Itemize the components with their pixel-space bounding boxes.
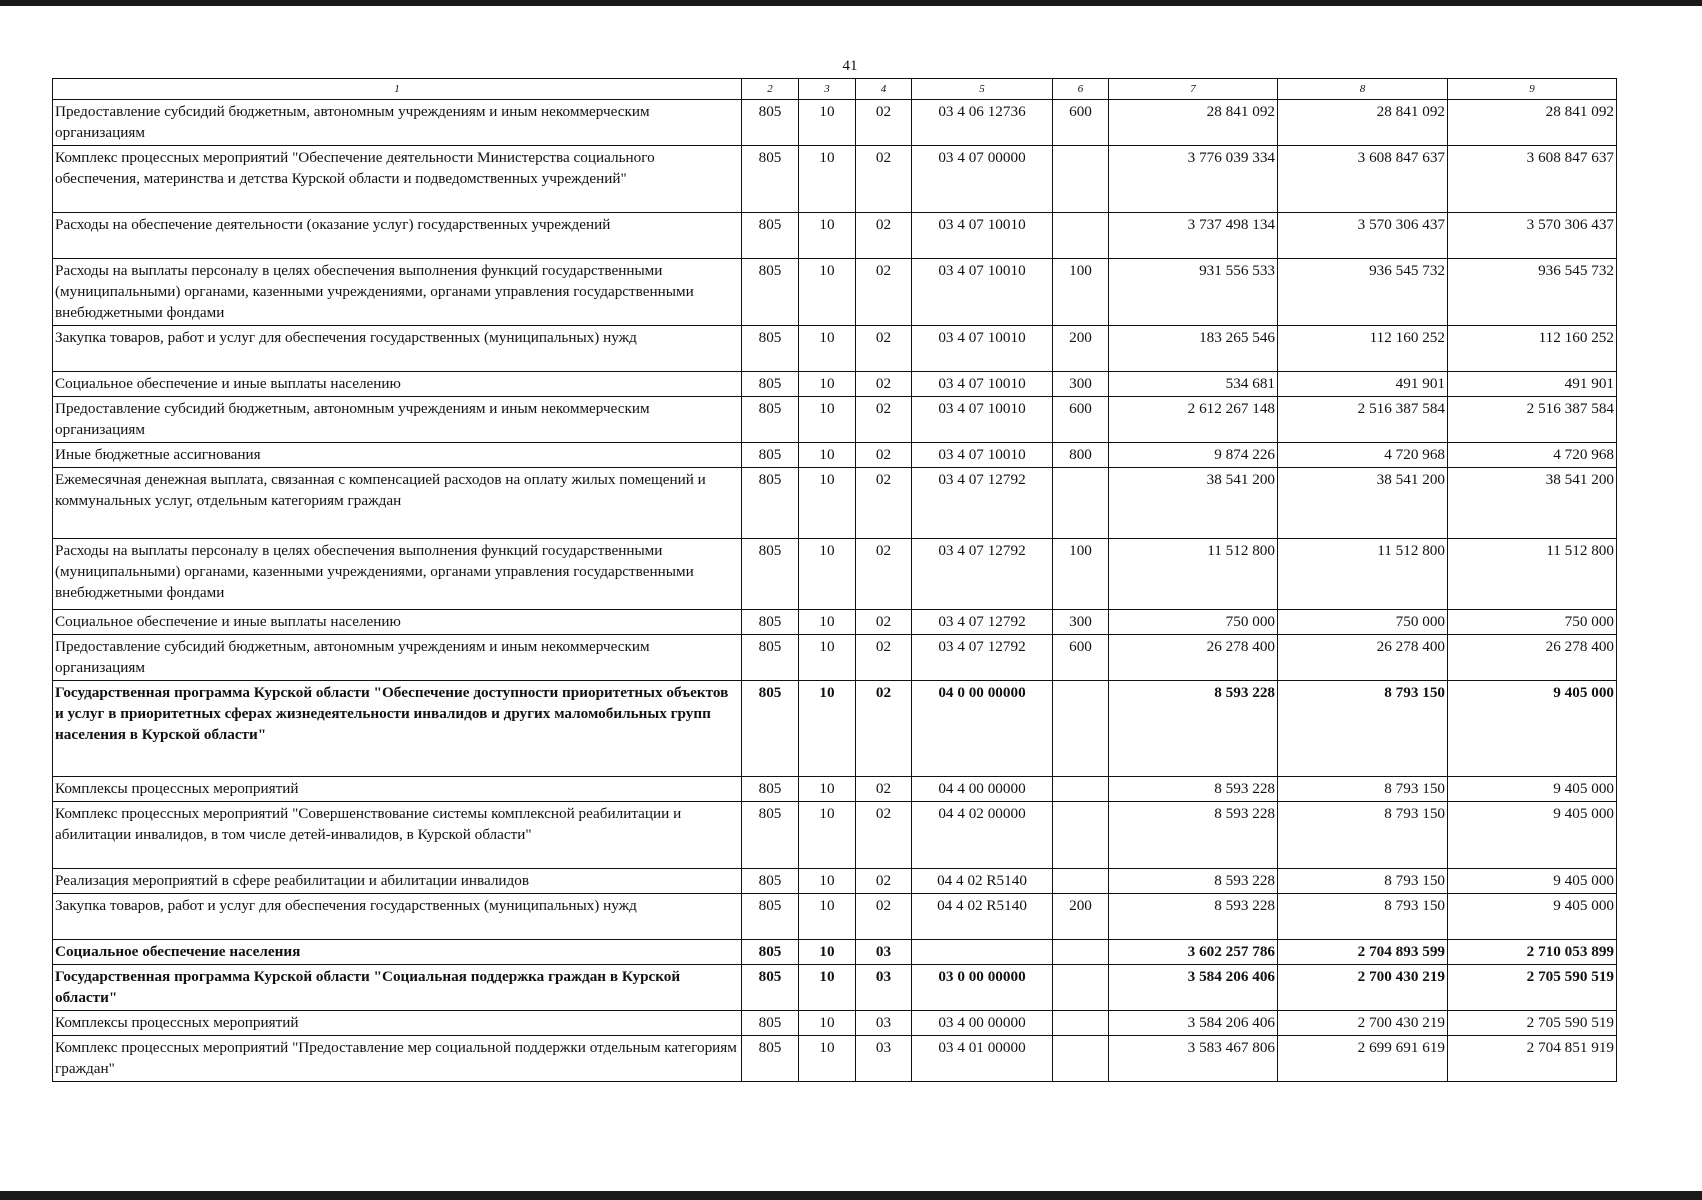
section-code-cell: 10 [799,940,856,965]
table-row [53,940,1617,965]
section-code-cell: 10 [799,1036,856,1082]
subsection-code-cell: 02 [856,372,912,397]
target-article-code-cell: 03 4 07 10010 [912,443,1053,468]
section-code-cell: 10 [799,610,856,635]
amount-year-2-cell: 28 841 092 [1278,100,1448,146]
target-article-code-cell: 04 4 02 R5140 [912,869,1053,894]
column-header: 4 [856,79,912,100]
department-code-cell: 805 [742,869,799,894]
target-article-code-cell: 03 4 06 12736 [912,100,1053,146]
row-name-cell: Иные бюджетные ассигнования [53,443,742,468]
table-row [53,894,1617,940]
column-header: 2 [742,79,799,100]
amount-year-3-cell: 4 720 968 [1448,443,1617,468]
column-header: 5 [912,79,1053,100]
subsection-code-cell: 02 [856,894,912,940]
target-article-code-cell: 03 4 07 10010 [912,397,1053,443]
department-code-cell: 805 [742,610,799,635]
amount-year-3-cell: 26 278 400 [1448,635,1617,681]
amount-year-2-cell: 38 541 200 [1278,468,1448,539]
target-article-code-cell: 03 4 07 10010 [912,372,1053,397]
section-code-cell: 10 [799,443,856,468]
table-row [53,100,1617,146]
amount-year-3-cell: 3 570 306 437 [1448,213,1617,259]
department-code-cell: 805 [742,635,799,681]
column-header: 1 [53,79,742,100]
row-name-cell: Социальное обеспечение и иные выплаты населению [53,372,742,397]
budget-table-sheet [52,78,1616,1082]
amount-year-1-cell: 28 841 092 [1109,100,1278,146]
scan-bottom-edge [0,1191,1702,1200]
department-code-cell: 805 [742,372,799,397]
department-code-cell: 805 [742,259,799,326]
amount-year-2-cell: 11 512 800 [1278,539,1448,610]
subsection-code-cell: 02 [856,326,912,372]
amount-year-3-cell: 936 545 732 [1448,259,1617,326]
expense-type-code-cell [1053,869,1109,894]
subsection-code-cell: 02 [856,681,912,777]
amount-year-1-cell: 183 265 546 [1109,326,1278,372]
target-article-code-cell [912,940,1053,965]
table-row [53,259,1617,326]
section-code-cell: 10 [799,1011,856,1036]
section-code-cell: 10 [799,635,856,681]
amount-year-3-cell: 3 608 847 637 [1448,146,1617,213]
expense-type-code-cell [1053,1036,1109,1082]
row-name-cell: Комплекс процессных мероприятий "Совершенствование системы комплексной реабилитации и абилитации инвалидов, в том числе детей-инвалидов, в Курской области" [53,802,742,869]
amount-year-3-cell: 9 405 000 [1448,802,1617,869]
amount-year-3-cell: 2 705 590 519 [1448,965,1617,1011]
table-row [53,539,1617,610]
department-code-cell: 805 [742,965,799,1011]
target-article-code-cell: 03 4 00 00000 [912,1011,1053,1036]
column-number-header-row [53,79,1617,100]
amount-year-1-cell: 931 556 533 [1109,259,1278,326]
row-name-cell: Расходы на обеспечение деятельности (оказание услуг) государственных учреждений [53,213,742,259]
department-code-cell: 805 [742,802,799,869]
subsection-code-cell: 02 [856,146,912,213]
expense-type-code-cell [1053,965,1109,1011]
row-name-cell: Расходы на выплаты персоналу в целях обеспечения выполнения функций государственными (муниципальными) органами, казенными учреждениями, органами управления государственными внебюджетными фондами [53,259,742,326]
row-name-cell: Предоставление субсидий бюджетным, автономным учреждениям и иным некоммерческим организациям [53,635,742,681]
amount-year-2-cell: 2 699 691 619 [1278,1036,1448,1082]
row-name-cell: Закупка товаров, работ и услуг для обеспечения государственных (муниципальных) нужд [53,326,742,372]
table-row [53,372,1617,397]
amount-year-1-cell: 8 593 228 [1109,869,1278,894]
target-article-code-cell: 03 4 07 00000 [912,146,1053,213]
section-code-cell: 10 [799,259,856,326]
amount-year-2-cell: 26 278 400 [1278,635,1448,681]
section-code-cell: 10 [799,777,856,802]
target-article-code-cell: 03 4 07 12792 [912,539,1053,610]
target-article-code-cell: 04 4 02 00000 [912,802,1053,869]
section-code-cell: 10 [799,869,856,894]
amount-year-3-cell: 112 160 252 [1448,326,1617,372]
table-row [53,635,1617,681]
amount-year-1-cell: 26 278 400 [1109,635,1278,681]
target-article-code-cell: 04 4 00 00000 [912,777,1053,802]
row-name-cell: Социальное обеспечение населения [53,940,742,965]
target-article-code-cell: 03 4 07 12792 [912,635,1053,681]
department-code-cell: 805 [742,100,799,146]
amount-year-2-cell: 8 793 150 [1278,777,1448,802]
amount-year-2-cell: 2 704 893 599 [1278,940,1448,965]
amount-year-2-cell: 3 570 306 437 [1278,213,1448,259]
department-code-cell: 805 [742,1036,799,1082]
amount-year-3-cell: 11 512 800 [1448,539,1617,610]
column-header: 6 [1053,79,1109,100]
amount-year-3-cell: 2 704 851 919 [1448,1036,1617,1082]
table-row [53,802,1617,869]
section-code-cell: 10 [799,468,856,539]
subsection-code-cell: 02 [856,802,912,869]
row-name-cell: Предоставление субсидий бюджетным, автономным учреждениям и иным некоммерческим организациям [53,100,742,146]
row-name-cell: Реализация мероприятий в сфере реабилитации и абилитации инвалидов [53,869,742,894]
column-header: 8 [1278,79,1448,100]
amount-year-1-cell: 2 612 267 148 [1109,397,1278,443]
section-code-cell: 10 [799,894,856,940]
department-code-cell: 805 [742,146,799,213]
subsection-code-cell: 03 [856,940,912,965]
table-row [53,869,1617,894]
target-article-code-cell: 03 4 07 10010 [912,213,1053,259]
section-code-cell: 10 [799,100,856,146]
amount-year-1-cell: 38 541 200 [1109,468,1278,539]
amount-year-2-cell: 2 700 430 219 [1278,965,1448,1011]
amount-year-1-cell: 3 584 206 406 [1109,1011,1278,1036]
target-article-code-cell: 04 4 02 R5140 [912,894,1053,940]
subsection-code-cell: 02 [856,610,912,635]
amount-year-3-cell: 2 710 053 899 [1448,940,1617,965]
amount-year-2-cell: 8 793 150 [1278,894,1448,940]
amount-year-1-cell: 3 776 039 334 [1109,146,1278,213]
subsection-code-cell: 03 [856,1036,912,1082]
section-code-cell: 10 [799,326,856,372]
expense-type-code-cell [1053,681,1109,777]
row-name-cell: Государственная программа Курской области "Обеспечение доступности приоритетных объектов и услуг в приоритетных сферах жизнедеятельности инвалидов и других маломобильных групп населения в Курской области" [53,681,742,777]
expense-type-code-cell [1053,213,1109,259]
expense-type-code-cell [1053,146,1109,213]
amount-year-2-cell: 750 000 [1278,610,1448,635]
expense-type-code-cell: 600 [1053,635,1109,681]
row-name-cell: Комплексы процессных мероприятий [53,1011,742,1036]
amount-year-3-cell: 9 405 000 [1448,681,1617,777]
amount-year-3-cell: 750 000 [1448,610,1617,635]
amount-year-2-cell: 3 608 847 637 [1278,146,1448,213]
expense-type-code-cell [1053,1011,1109,1036]
section-code-cell: 10 [799,965,856,1011]
row-name-cell: Комплекс процессных мероприятий "Обеспечение деятельности Министерства социального обеспечения, материнства и детства Курской области и подведомственных учреждений" [53,146,742,213]
department-code-cell: 805 [742,1011,799,1036]
amount-year-1-cell: 8 593 228 [1109,777,1278,802]
row-name-cell: Расходы на выплаты персоналу в целях обеспечения выполнения функций государственными (муниципальными) органами, казенными учреждениями, органами управления государственными внебюджетными фондами [53,539,742,610]
department-code-cell: 805 [742,397,799,443]
budget-table-body [53,79,1617,1082]
target-article-code-cell: 03 4 07 12792 [912,468,1053,539]
expense-type-code-cell: 100 [1053,259,1109,326]
target-article-code-cell: 04 0 00 00000 [912,681,1053,777]
expense-type-code-cell: 600 [1053,397,1109,443]
amount-year-3-cell: 9 405 000 [1448,777,1617,802]
scan-top-edge [0,0,1702,6]
section-code-cell: 10 [799,397,856,443]
row-name-cell: Предоставление субсидий бюджетным, автономным учреждениям и иным некоммерческим организациям [53,397,742,443]
table-row [53,1036,1617,1082]
column-header: 9 [1448,79,1617,100]
table-row [53,443,1617,468]
amount-year-2-cell: 8 793 150 [1278,869,1448,894]
amount-year-2-cell: 112 160 252 [1278,326,1448,372]
row-name-cell: Закупка товаров, работ и услуг для обеспечения государственных (муниципальных) нужд [53,894,742,940]
table-row [53,213,1617,259]
amount-year-1-cell: 3 602 257 786 [1109,940,1278,965]
subsection-code-cell: 02 [856,100,912,146]
section-code-cell: 10 [799,802,856,869]
amount-year-3-cell: 28 841 092 [1448,100,1617,146]
amount-year-2-cell: 2 700 430 219 [1278,1011,1448,1036]
amount-year-1-cell: 8 593 228 [1109,802,1278,869]
amount-year-3-cell: 9 405 000 [1448,894,1617,940]
subsection-code-cell: 02 [856,443,912,468]
amount-year-3-cell: 38 541 200 [1448,468,1617,539]
expense-type-code-cell: 200 [1053,326,1109,372]
expense-type-code-cell [1053,777,1109,802]
expense-type-code-cell [1053,468,1109,539]
row-name-cell: Ежемесячная денежная выплата, связанная с компенсацией расходов на оплату жилых помещений и коммунальных услуг, отдельным категориям граждан [53,468,742,539]
section-code-cell: 10 [799,213,856,259]
table-row [53,397,1617,443]
budget-table [52,78,1617,1082]
expense-type-code-cell [1053,802,1109,869]
amount-year-1-cell: 3 737 498 134 [1109,213,1278,259]
row-name-cell: Комплексы процессных мероприятий [53,777,742,802]
subsection-code-cell: 02 [856,397,912,443]
amount-year-3-cell: 491 901 [1448,372,1617,397]
table-row [53,777,1617,802]
row-name-cell: Социальное обеспечение и иные выплаты населению [53,610,742,635]
expense-type-code-cell: 200 [1053,894,1109,940]
page-number: 41 [842,58,858,74]
department-code-cell: 805 [742,940,799,965]
subsection-code-cell: 02 [856,259,912,326]
amount-year-3-cell: 9 405 000 [1448,869,1617,894]
target-article-code-cell: 03 0 00 00000 [912,965,1053,1011]
amount-year-1-cell: 9 874 226 [1109,443,1278,468]
subsection-code-cell: 03 [856,965,912,1011]
expense-type-code-cell: 800 [1053,443,1109,468]
table-row [53,468,1617,539]
department-code-cell: 805 [742,213,799,259]
table-row [53,610,1617,635]
department-code-cell: 805 [742,777,799,802]
amount-year-1-cell: 11 512 800 [1109,539,1278,610]
expense-type-code-cell: 100 [1053,539,1109,610]
section-code-cell: 10 [799,681,856,777]
row-name-cell: Комплекс процессных мероприятий "Предоставление мер социальной поддержки отдельным категориям граждан" [53,1036,742,1082]
table-row [53,326,1617,372]
subsection-code-cell: 02 [856,869,912,894]
amount-year-2-cell: 491 901 [1278,372,1448,397]
amount-year-1-cell: 750 000 [1109,610,1278,635]
department-code-cell: 805 [742,539,799,610]
amount-year-1-cell: 3 584 206 406 [1109,965,1278,1011]
department-code-cell: 805 [742,468,799,539]
target-article-code-cell: 03 4 07 10010 [912,326,1053,372]
table-row [53,965,1617,1011]
table-row [53,146,1617,213]
table-row [53,681,1617,777]
amount-year-1-cell: 8 593 228 [1109,894,1278,940]
department-code-cell: 805 [742,681,799,777]
subsection-code-cell: 02 [856,213,912,259]
department-code-cell: 805 [742,894,799,940]
column-header: 7 [1109,79,1278,100]
expense-type-code-cell: 300 [1053,610,1109,635]
amount-year-2-cell: 2 516 387 584 [1278,397,1448,443]
amount-year-1-cell: 3 583 467 806 [1109,1036,1278,1082]
amount-year-2-cell: 8 793 150 [1278,802,1448,869]
column-header: 3 [799,79,856,100]
target-article-code-cell: 03 4 01 00000 [912,1036,1053,1082]
amount-year-3-cell: 2 516 387 584 [1448,397,1617,443]
table-row [53,1011,1617,1036]
amount-year-2-cell: 936 545 732 [1278,259,1448,326]
target-article-code-cell: 03 4 07 12792 [912,610,1053,635]
amount-year-1-cell: 534 681 [1109,372,1278,397]
row-name-cell: Государственная программа Курской области "Социальная поддержка граждан в Курской области" [53,965,742,1011]
amount-year-2-cell: 8 793 150 [1278,681,1448,777]
department-code-cell: 805 [742,326,799,372]
amount-year-1-cell: 8 593 228 [1109,681,1278,777]
amount-year-2-cell: 4 720 968 [1278,443,1448,468]
amount-year-3-cell: 2 705 590 519 [1448,1011,1617,1036]
expense-type-code-cell: 300 [1053,372,1109,397]
expense-type-code-cell [1053,940,1109,965]
section-code-cell: 10 [799,539,856,610]
subsection-code-cell: 02 [856,635,912,681]
section-code-cell: 10 [799,372,856,397]
department-code-cell: 805 [742,443,799,468]
expense-type-code-cell: 600 [1053,100,1109,146]
section-code-cell: 10 [799,146,856,213]
subsection-code-cell: 02 [856,539,912,610]
subsection-code-cell: 02 [856,777,912,802]
subsection-code-cell: 03 [856,1011,912,1036]
subsection-code-cell: 02 [856,468,912,539]
target-article-code-cell: 03 4 07 10010 [912,259,1053,326]
